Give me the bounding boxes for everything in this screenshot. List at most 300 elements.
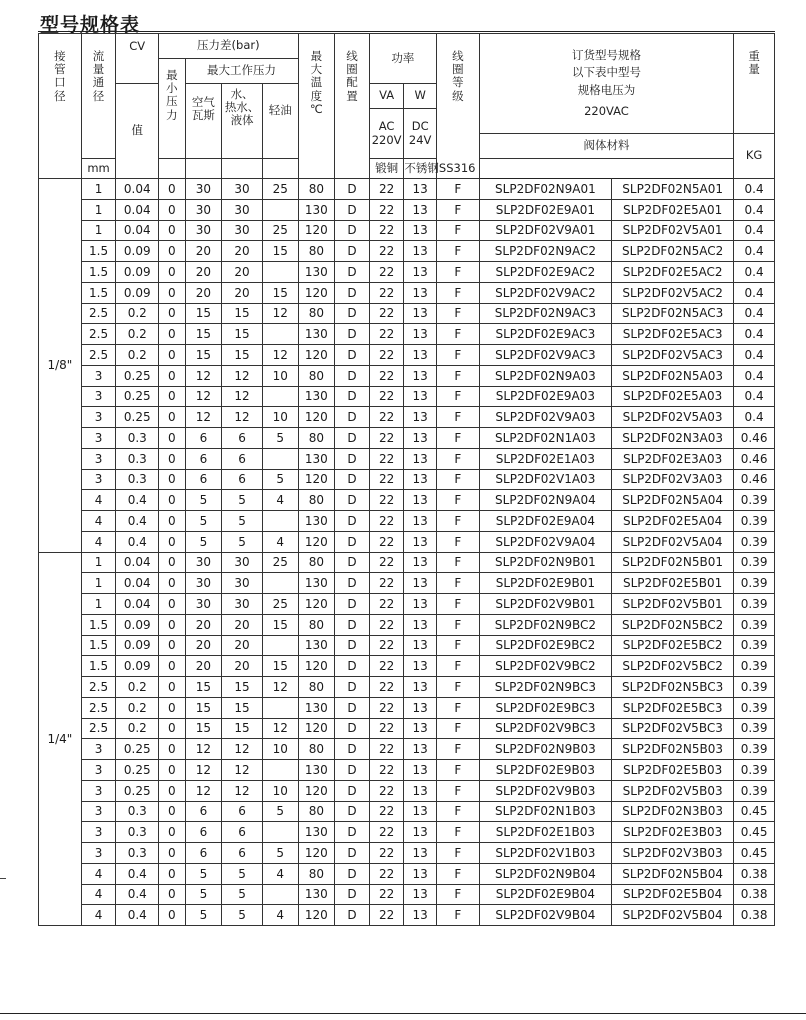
cell-order-forged-copper: SLP2DF02N9AC3 — [479, 303, 611, 324]
cell-min-pressure: 0 — [159, 199, 185, 220]
cell-w: 13 — [404, 324, 437, 345]
cell-order-forged-copper: SLP2DF02V9BC3 — [479, 718, 611, 739]
cell-order-stainless: SLP2DF02N5B03 — [612, 739, 734, 760]
cell-min-pressure: 0 — [159, 635, 185, 656]
cell-min-pressure: 0 — [159, 262, 185, 283]
order-line3: 规格电压为 — [577, 82, 636, 97]
table-header — [39, 34, 775, 179]
cell-min-pressure: 0 — [159, 490, 185, 511]
cell-max-temp: 80 — [298, 241, 335, 262]
cell-order-stainless: SLP2DF02V5B01 — [612, 594, 734, 615]
cell-air: 12 — [185, 739, 222, 760]
cell-air: 5 — [185, 511, 222, 532]
cell-max-temp: 120 — [298, 531, 335, 552]
cell-order-stainless: SLP2DF02E5BC2 — [612, 635, 734, 656]
cell-coil-class: F — [436, 552, 479, 573]
cell-coil-config: D — [335, 220, 370, 241]
cell-air: 15 — [185, 345, 222, 366]
cell-va: 22 — [369, 697, 404, 718]
cell-orifice: 2.5 — [81, 677, 116, 698]
cell-coil-config: D — [335, 635, 370, 656]
cell-order-stainless: SLP2DF02N3B03 — [612, 801, 734, 822]
cell-order-forged-copper: SLP2DF02N9AC2 — [479, 241, 611, 262]
cell-orifice: 3 — [81, 365, 116, 386]
cell-w: 13 — [404, 594, 437, 615]
table-row — [39, 448, 775, 469]
header-min-pressure: 最 小 压 力 — [159, 59, 185, 159]
cell-coil-class: F — [436, 241, 479, 262]
cell-va: 22 — [369, 656, 404, 677]
cell-water: 15 — [222, 697, 263, 718]
cell-va: 22 — [369, 531, 404, 552]
cell-water: 5 — [222, 884, 263, 905]
cell-w: 13 — [404, 179, 437, 200]
cell-coil-config: D — [335, 905, 370, 926]
cell-coil-class: F — [436, 262, 479, 283]
cell-orifice: 1.5 — [81, 656, 116, 677]
cell-min-pressure: 0 — [159, 822, 185, 843]
cell-cv: 0.09 — [116, 241, 159, 262]
table-row — [39, 179, 775, 200]
cell-va: 22 — [369, 573, 404, 594]
cell-air: 6 — [185, 428, 222, 449]
cell-order-forged-copper: SLP2DF02N9B03 — [479, 739, 611, 760]
cell-min-pressure: 0 — [159, 739, 185, 760]
cell-min-pressure: 0 — [159, 718, 185, 739]
table-row — [39, 656, 775, 677]
cell-oil — [262, 511, 298, 532]
cell-max-temp: 120 — [298, 407, 335, 428]
cell-order-forged-copper: SLP2DF02E9B04 — [479, 884, 611, 905]
cell-coil-class: F — [436, 905, 479, 926]
cell-max-temp: 130 — [298, 884, 335, 905]
cell-va: 22 — [369, 262, 404, 283]
cell-water: 30 — [222, 594, 263, 615]
cell-max-temp: 130 — [298, 262, 335, 283]
cell-order-stainless: SLP2DF02N5A01 — [612, 179, 734, 200]
cell-w: 13 — [404, 739, 437, 760]
cell-order-stainless: SLP2DF02N5B01 — [612, 552, 734, 573]
cell-air: 12 — [185, 760, 222, 781]
cell-coil-class: F — [436, 718, 479, 739]
cell-min-pressure: 0 — [159, 282, 185, 303]
cell-order-forged-copper: SLP2DF02E9A03 — [479, 386, 611, 407]
cell-w: 13 — [404, 345, 437, 366]
cell-water: 30 — [222, 552, 263, 573]
cell-va: 22 — [369, 179, 404, 200]
cell-oil: 15 — [262, 614, 298, 635]
cell-coil-config: D — [335, 179, 370, 200]
cell-orifice: 3 — [81, 760, 116, 781]
title-underline — [38, 31, 775, 32]
cell-air: 12 — [185, 365, 222, 386]
cell-w: 13 — [404, 697, 437, 718]
cell-w: 13 — [404, 303, 437, 324]
cell-coil-config: D — [335, 614, 370, 635]
cell-max-temp: 80 — [298, 303, 335, 324]
cell-min-pressure: 0 — [159, 614, 185, 635]
cell-weight: 0.39 — [734, 511, 775, 532]
cell-order-forged-copper: SLP2DF02V9B04 — [479, 905, 611, 926]
cell-coil-config: D — [335, 365, 370, 386]
cell-w: 13 — [404, 573, 437, 594]
cell-order-stainless: SLP2DF02N5A03 — [612, 365, 734, 386]
cell-water: 5 — [222, 863, 263, 884]
cell-water: 20 — [222, 262, 263, 283]
table-row — [39, 863, 775, 884]
cell-order-stainless: SLP2DF02V5AC2 — [612, 282, 734, 303]
cell-va: 22 — [369, 407, 404, 428]
cell-cv: 0.4 — [116, 531, 159, 552]
cell-weight: 0.39 — [734, 531, 775, 552]
cell-cv: 0.04 — [116, 179, 159, 200]
cell-coil-class: F — [436, 573, 479, 594]
cell-oil: 10 — [262, 739, 298, 760]
table-row — [39, 199, 775, 220]
cell-cv: 0.3 — [116, 843, 159, 864]
cell-weight: 0.39 — [734, 697, 775, 718]
cell-orifice: 3 — [81, 386, 116, 407]
table-row — [39, 843, 775, 864]
cell-cv: 0.25 — [116, 365, 159, 386]
cell-water: 30 — [222, 179, 263, 200]
cell-coil-class: F — [436, 386, 479, 407]
header-cv: CV — [116, 34, 159, 84]
cell-order-stainless: SLP2DF02V5BC3 — [612, 718, 734, 739]
cell-coil-config: D — [335, 282, 370, 303]
cell-va: 22 — [369, 199, 404, 220]
cell-oil: 10 — [262, 780, 298, 801]
table-body — [39, 179, 775, 926]
cell-w: 13 — [404, 780, 437, 801]
cell-orifice: 2.5 — [81, 303, 116, 324]
cell-va: 22 — [369, 822, 404, 843]
table-row — [39, 282, 775, 303]
cell-coil-config: D — [335, 407, 370, 428]
cell-min-pressure: 0 — [159, 863, 185, 884]
cell-order-stainless: SLP2DF02V5A03 — [612, 407, 734, 428]
cell-coil-class: F — [436, 739, 479, 760]
cell-va: 22 — [369, 386, 404, 407]
cell-w: 13 — [404, 635, 437, 656]
cell-order-stainless: SLP2DF02V3A03 — [612, 469, 734, 490]
cell-va: 22 — [369, 303, 404, 324]
cell-water: 20 — [222, 241, 263, 262]
cell-weight: 0.4 — [734, 365, 775, 386]
cell-oil: 4 — [262, 531, 298, 552]
cell-weight: 0.4 — [734, 345, 775, 366]
cell-min-pressure: 0 — [159, 303, 185, 324]
cell-w: 13 — [404, 262, 437, 283]
cell-orifice: 3 — [81, 801, 116, 822]
cell-order-forged-copper: SLP2DF02E9B03 — [479, 760, 611, 781]
cell-coil-config: D — [335, 448, 370, 469]
cell-max-temp: 120 — [298, 220, 335, 241]
table-row — [39, 760, 775, 781]
table-row — [39, 220, 775, 241]
cell-cv: 0.4 — [116, 490, 159, 511]
port-size-cell: 1/4" — [39, 552, 82, 926]
cell-orifice: 1.5 — [81, 241, 116, 262]
table-row — [39, 241, 775, 262]
cell-weight: 0.46 — [734, 469, 775, 490]
cell-weight: 0.39 — [734, 635, 775, 656]
cell-cv: 0.2 — [116, 345, 159, 366]
cell-order-forged-copper: SLP2DF02E9AC2 — [479, 262, 611, 283]
cell-coil-config: D — [335, 262, 370, 283]
cell-orifice: 3 — [81, 780, 116, 801]
cell-oil: 25 — [262, 594, 298, 615]
cell-air: 20 — [185, 614, 222, 635]
cell-orifice: 1 — [81, 179, 116, 200]
cell-w: 13 — [404, 822, 437, 843]
table-row — [39, 905, 775, 926]
cell-coil-class: F — [436, 179, 479, 200]
cell-coil-class: F — [436, 365, 479, 386]
cell-orifice: 4 — [81, 884, 116, 905]
cell-min-pressure: 0 — [159, 241, 185, 262]
header-cv-sub: 值 — [116, 84, 159, 179]
cell-coil-class: F — [436, 635, 479, 656]
cell-order-stainless: SLP2DF02N5BC3 — [612, 677, 734, 698]
cell-oil — [262, 199, 298, 220]
cell-coil-class: F — [436, 863, 479, 884]
cell-coil-class: F — [436, 303, 479, 324]
cell-cv: 0.25 — [116, 760, 159, 781]
margin-tick — [0, 878, 6, 879]
cell-order-stainless: SLP2DF02V3B03 — [612, 843, 734, 864]
cell-water: 5 — [222, 490, 263, 511]
cell-max-temp: 120 — [298, 780, 335, 801]
cell-w: 13 — [404, 511, 437, 532]
cell-min-pressure: 0 — [159, 365, 185, 386]
cell-coil-config: D — [335, 697, 370, 718]
cell-cv: 0.09 — [116, 262, 159, 283]
cell-coil-config: D — [335, 241, 370, 262]
cell-oil: 4 — [262, 905, 298, 926]
cell-order-stainless: SLP2DF02V5BC2 — [612, 656, 734, 677]
cell-w: 13 — [404, 531, 437, 552]
cell-max-temp: 130 — [298, 573, 335, 594]
cell-order-stainless: SLP2DF02E5AC3 — [612, 324, 734, 345]
cell-coil-class: F — [436, 469, 479, 490]
cell-weight: 0.4 — [734, 220, 775, 241]
cell-w: 13 — [404, 365, 437, 386]
cell-weight: 0.4 — [734, 179, 775, 200]
cell-water: 12 — [222, 407, 263, 428]
cell-weight: 0.39 — [734, 656, 775, 677]
bottom-rule — [0, 1013, 806, 1014]
cell-order-forged-copper: SLP2DF02E1A03 — [479, 448, 611, 469]
cell-orifice: 2.5 — [81, 697, 116, 718]
cell-coil-class: F — [436, 594, 479, 615]
cell-min-pressure: 0 — [159, 552, 185, 573]
cell-orifice: 2.5 — [81, 324, 116, 345]
cell-w: 13 — [404, 282, 437, 303]
cell-va: 22 — [369, 801, 404, 822]
cell-water: 15 — [222, 677, 263, 698]
cell-air: 12 — [185, 407, 222, 428]
cell-oil — [262, 760, 298, 781]
cell-order-stainless: SLP2DF02E5BC3 — [612, 697, 734, 718]
cell-water: 15 — [222, 303, 263, 324]
cell-orifice: 3 — [81, 469, 116, 490]
cell-cv: 0.04 — [116, 199, 159, 220]
cell-w: 13 — [404, 448, 437, 469]
cell-weight: 0.4 — [734, 303, 775, 324]
cell-order-stainless: SLP2DF02E3B03 — [612, 822, 734, 843]
cell-coil-class: F — [436, 677, 479, 698]
cell-coil-config: D — [335, 594, 370, 615]
cell-order-forged-copper: SLP2DF02N9A03 — [479, 365, 611, 386]
cell-order-stainless: SLP2DF02V5B04 — [612, 905, 734, 926]
cell-coil-config: D — [335, 863, 370, 884]
cell-min-pressure: 0 — [159, 905, 185, 926]
cell-water: 5 — [222, 511, 263, 532]
cell-air: 20 — [185, 282, 222, 303]
cell-order-stainless: SLP2DF02N5AC2 — [612, 241, 734, 262]
port-size-cell: 1/8" — [39, 179, 82, 553]
cell-coil-class: F — [436, 656, 479, 677]
cell-air: 5 — [185, 863, 222, 884]
cell-water: 6 — [222, 428, 263, 449]
cell-weight: 0.45 — [734, 801, 775, 822]
cell-weight: 0.46 — [734, 428, 775, 449]
cell-oil: 5 — [262, 428, 298, 449]
cell-air: 15 — [185, 303, 222, 324]
cell-order-forged-copper: SLP2DF02V1A03 — [479, 469, 611, 490]
cell-max-temp: 120 — [298, 594, 335, 615]
cell-oil — [262, 262, 298, 283]
cell-va: 22 — [369, 594, 404, 615]
cell-weight: 0.45 — [734, 822, 775, 843]
cell-min-pressure: 0 — [159, 594, 185, 615]
cell-w: 13 — [404, 241, 437, 262]
header-max-work-pressure: 最大工作压力 — [185, 59, 298, 84]
cell-max-temp: 120 — [298, 469, 335, 490]
cell-order-forged-copper: SLP2DF02E9BC2 — [479, 635, 611, 656]
cell-orifice: 4 — [81, 905, 116, 926]
cell-air: 30 — [185, 552, 222, 573]
cell-va: 22 — [369, 324, 404, 345]
cell-cv: 0.4 — [116, 905, 159, 926]
cell-oil — [262, 635, 298, 656]
cell-va: 22 — [369, 739, 404, 760]
table-row — [39, 262, 775, 283]
cell-oil: 25 — [262, 179, 298, 200]
cell-min-pressure: 0 — [159, 469, 185, 490]
cell-order-stainless: SLP2DF02E5B01 — [612, 573, 734, 594]
header-dc: DC 24V — [404, 109, 437, 159]
cell-weight: 0.39 — [734, 780, 775, 801]
cell-cv: 0.09 — [116, 282, 159, 303]
cell-order-forged-copper: SLP2DF02N9BC3 — [479, 677, 611, 698]
cell-water: 6 — [222, 801, 263, 822]
cell-w: 13 — [404, 760, 437, 781]
cell-order-forged-copper: SLP2DF02E9BC3 — [479, 697, 611, 718]
cell-cv: 0.25 — [116, 407, 159, 428]
cell-weight: 0.4 — [734, 282, 775, 303]
table-row — [39, 531, 775, 552]
cell-air: 30 — [185, 573, 222, 594]
cell-min-pressure: 0 — [159, 345, 185, 366]
cell-cv: 0.3 — [116, 448, 159, 469]
order-voltage: 220VAC — [584, 103, 629, 118]
cell-w: 13 — [404, 407, 437, 428]
cell-weight: 0.4 — [734, 241, 775, 262]
header-power: 功率 — [369, 34, 436, 84]
cell-max-temp: 120 — [298, 905, 335, 926]
cell-coil-config: D — [335, 345, 370, 366]
cell-order-stainless: SLP2DF02V5B03 — [612, 780, 734, 801]
cell-cv: 0.09 — [116, 614, 159, 635]
cell-orifice: 1.5 — [81, 635, 116, 656]
cell-w: 13 — [404, 490, 437, 511]
cell-coil-config: D — [335, 739, 370, 760]
cell-order-stainless: SLP2DF02E5A03 — [612, 386, 734, 407]
order-title: 订货型号规格 — [571, 48, 641, 62]
cell-oil — [262, 884, 298, 905]
table-row — [39, 822, 775, 843]
cell-oil — [262, 822, 298, 843]
cell-coil-config: D — [335, 822, 370, 843]
cell-min-pressure: 0 — [159, 801, 185, 822]
cell-va: 22 — [369, 614, 404, 635]
cell-coil-class: F — [436, 884, 479, 905]
cell-va: 22 — [369, 448, 404, 469]
header-weight: 重 量 — [734, 34, 775, 134]
cell-oil: 10 — [262, 365, 298, 386]
cell-water: 20 — [222, 614, 263, 635]
cell-oil: 12 — [262, 677, 298, 698]
cell-air: 30 — [185, 179, 222, 200]
cell-order-forged-copper: SLP2DF02N9BC2 — [479, 614, 611, 635]
cell-oil — [262, 386, 298, 407]
cell-air: 12 — [185, 780, 222, 801]
cell-va: 22 — [369, 490, 404, 511]
cell-oil: 5 — [262, 801, 298, 822]
cell-order-stainless: SLP2DF02E5B04 — [612, 884, 734, 905]
cell-va: 22 — [369, 282, 404, 303]
cell-oil: 5 — [262, 469, 298, 490]
cell-max-temp: 80 — [298, 179, 335, 200]
cell-orifice: 2.5 — [81, 718, 116, 739]
cell-order-stainless: SLP2DF02E5AC2 — [612, 262, 734, 283]
cell-coil-config: D — [335, 303, 370, 324]
cell-va: 22 — [369, 345, 404, 366]
cell-orifice: 2.5 — [81, 345, 116, 366]
cell-water: 6 — [222, 822, 263, 843]
cell-order-forged-copper: SLP2DF02V9A01 — [479, 220, 611, 241]
cell-weight: 0.4 — [734, 199, 775, 220]
cell-orifice: 4 — [81, 531, 116, 552]
cell-cv: 0.2 — [116, 718, 159, 739]
header-body-material: 阀体材料 — [479, 134, 733, 159]
cell-order-stainless: SLP2DF02E5A04 — [612, 511, 734, 532]
cell-coil-class: F — [436, 780, 479, 801]
cell-air: 30 — [185, 594, 222, 615]
cell-air: 6 — [185, 843, 222, 864]
cell-coil-config: D — [335, 718, 370, 739]
cell-max-temp: 130 — [298, 386, 335, 407]
cell-max-temp: 80 — [298, 614, 335, 635]
cell-coil-class: F — [436, 490, 479, 511]
cell-cv: 0.25 — [116, 386, 159, 407]
cell-min-pressure: 0 — [159, 573, 185, 594]
cell-water: 5 — [222, 531, 263, 552]
table-row — [39, 345, 775, 366]
cell-order-forged-copper: SLP2DF02N9B04 — [479, 863, 611, 884]
